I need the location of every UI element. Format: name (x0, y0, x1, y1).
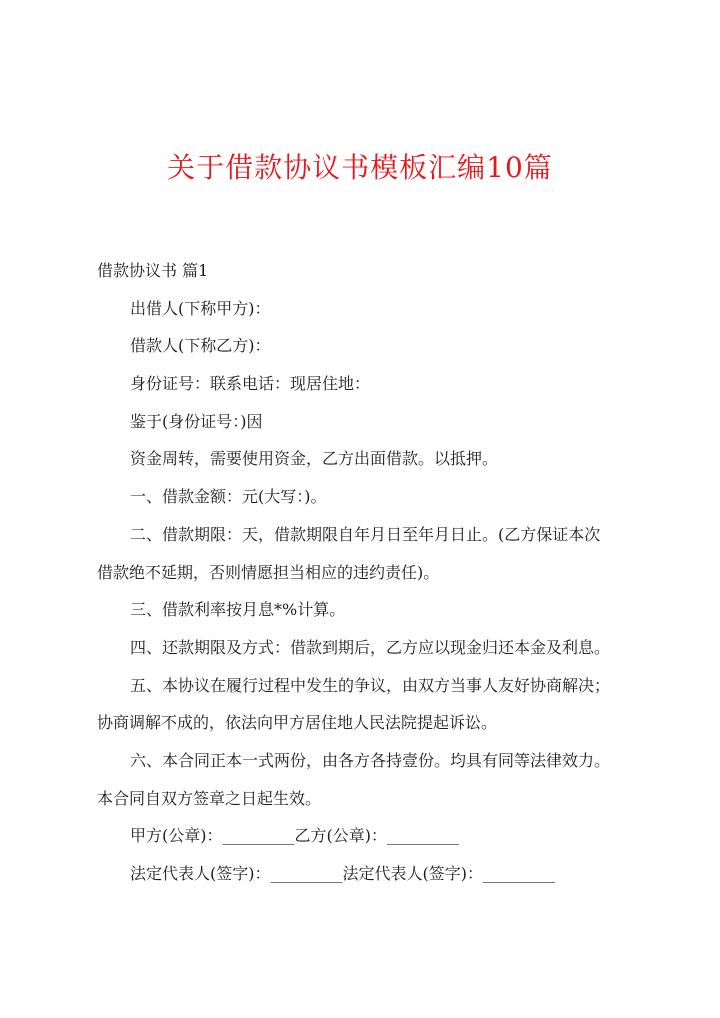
clause-4-repayment: 四、还款期限及方式：借款到期后，乙方应以现金归还本金及利息。 (130, 637, 611, 657)
clause-2-term: 二、借款期限：天，借款期限自年月日至年月日止。(乙方保证本次 (130, 524, 601, 544)
clause-5-dispute-continued: 协商调解不成的，依法向甲方居住地人民法院提起诉讼。 (97, 713, 498, 733)
section-heading: 借款协议书 篇1 (97, 261, 209, 280)
borrower-line: 借款人(下称乙方)： (130, 336, 271, 356)
id-contact-line: 身份证号：联系电话：现居住地： (130, 374, 371, 394)
signature-line: 法定代表人(签字)：_________法定代表人(签字)：_________ (130, 864, 555, 883)
clause-6-copies: 六、本合同正本一式两份，由各方各持壹份。均具有同等法律效力。 (130, 750, 611, 770)
document-title: 关于借款协议书模板汇编10篇 (167, 151, 553, 184)
clause-6-copies-continued: 本合同自双方签章之日起生效。 (97, 788, 322, 808)
seal-line: 甲方(公章)：_________乙方(公章)：_________ (130, 826, 459, 846)
clause-5-dispute: 五、本协议在履行过程中发生的争议，由双方当事人友好协商解决； (130, 675, 611, 695)
whereas-line: 鉴于(身份证号：)因 (130, 411, 263, 431)
purpose-line: 资金周转，需要使用资金，乙方出面借款。以抵押。 (130, 449, 499, 469)
document-body (97, 252, 637, 893)
lender-line: 出借人(下称甲方)： (130, 298, 271, 318)
clause-1-amount: 一、借款金额：元(大写：)。 (130, 487, 327, 507)
clause-3-interest: 三、借款利率按月息*%计算。 (130, 600, 346, 620)
clause-2-term-continued: 借款绝不延期，否则情愿担当相应的违约责任)。 (97, 562, 440, 582)
